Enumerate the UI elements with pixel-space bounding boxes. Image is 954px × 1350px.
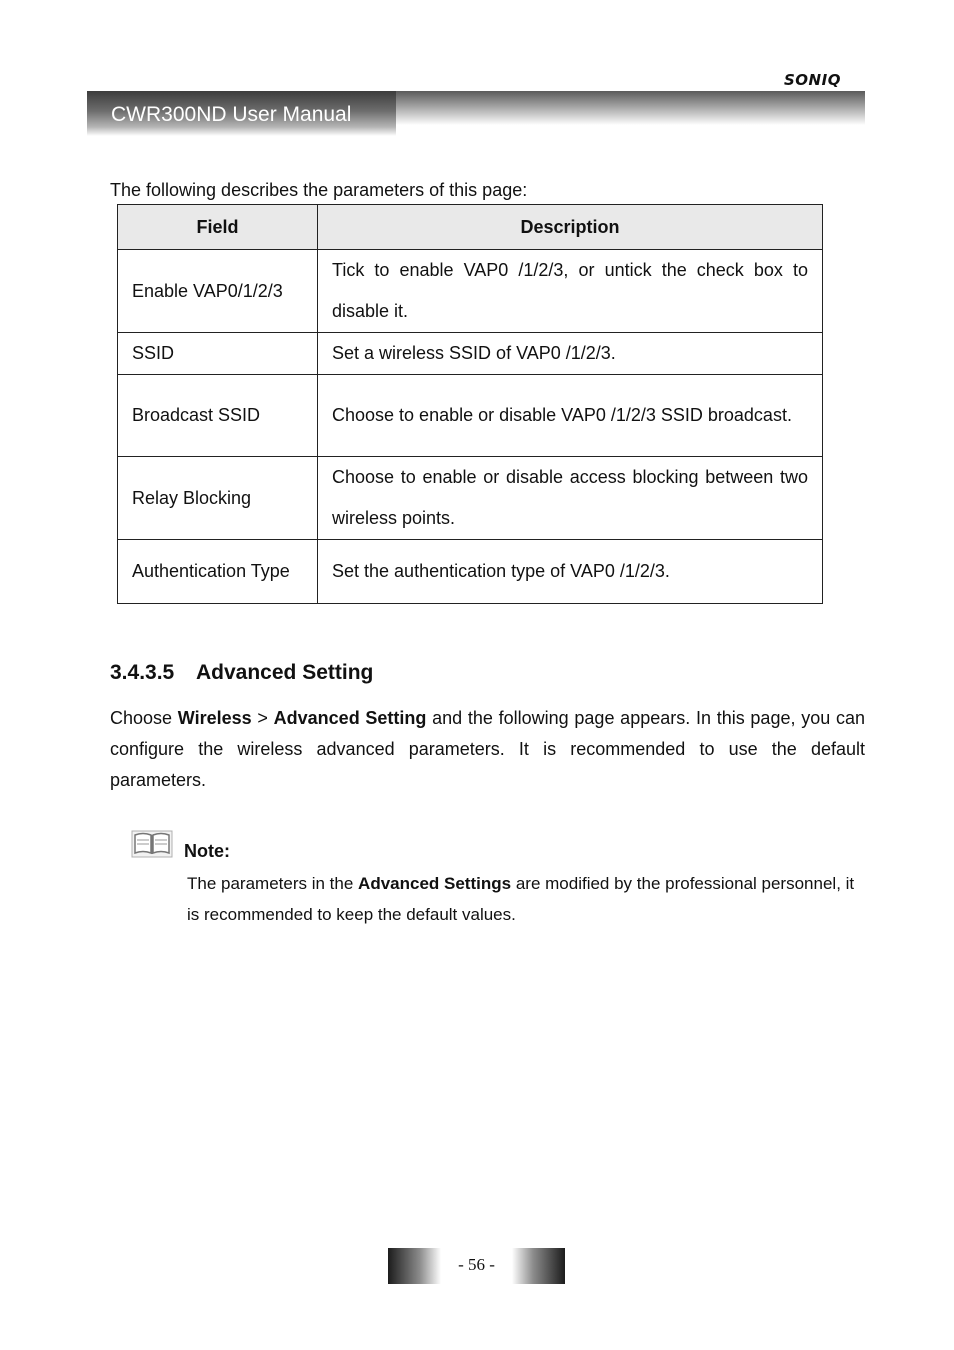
note-suffix: are modified by the professional personnel, it is recommended to keep the default values. [187,874,855,924]
description-cell: Set a wireless SSID of VAP0 /1/2/3. [318,333,823,375]
brand-logo: SONIQ [784,71,841,89]
intro-text: The following describes the parameters of this page: [110,180,528,200]
field-cell: SSID [118,333,318,375]
field-cell: Relay Blocking [118,457,318,540]
note-bold: Advanced Settings [358,874,512,893]
section-number: 3.4.3.5 [110,661,175,684]
field-cell: Broadcast SSID [118,375,318,457]
table-row [118,540,823,604]
choose-text: Choose [110,708,173,728]
field-cell: Enable VAP0/1/2/3 [118,250,318,333]
menu-separator: > [257,708,268,728]
body-paragraph [110,703,865,796]
table-row [118,250,823,333]
header-field: Field [118,205,318,250]
menu-wireless: Wireless [177,708,252,728]
table-header-row [118,205,823,250]
table-row [118,375,823,457]
section-heading [110,658,373,688]
header-description: Description [318,205,823,250]
section-title: Advanced Setting [196,661,374,684]
description-cell: Tick to enable VAP0 /1/2/3, or untick the check box to disable it. [318,250,823,333]
note-text [187,868,857,930]
table-row [118,333,823,375]
field-cell: Authentication Type [118,540,318,604]
paragraph-rest: and the following page appears. In this page, you can configure the wireless advanced parameters. It is recommended to use the default parameters. [110,708,865,790]
table-row [118,457,823,540]
description-cell: Choose to enable or disable access blocking between two wireless points. [318,457,823,540]
menu-advanced-setting: Advanced Setting [273,708,427,728]
parameter-table [117,204,823,604]
description-cell: Choose to enable or disable VAP0 /1/2/3 SSID broadcast. [318,375,823,457]
manual-title: CWR300ND User Manual [111,103,352,126]
book-icon [131,830,173,858]
description-cell: Set the authentication type of VAP0 /1/2/3. [318,540,823,604]
page-number: - 56 - [458,1255,495,1274]
note-prefix: The parameters in the [187,874,354,893]
note-label: Note: [184,841,230,861]
